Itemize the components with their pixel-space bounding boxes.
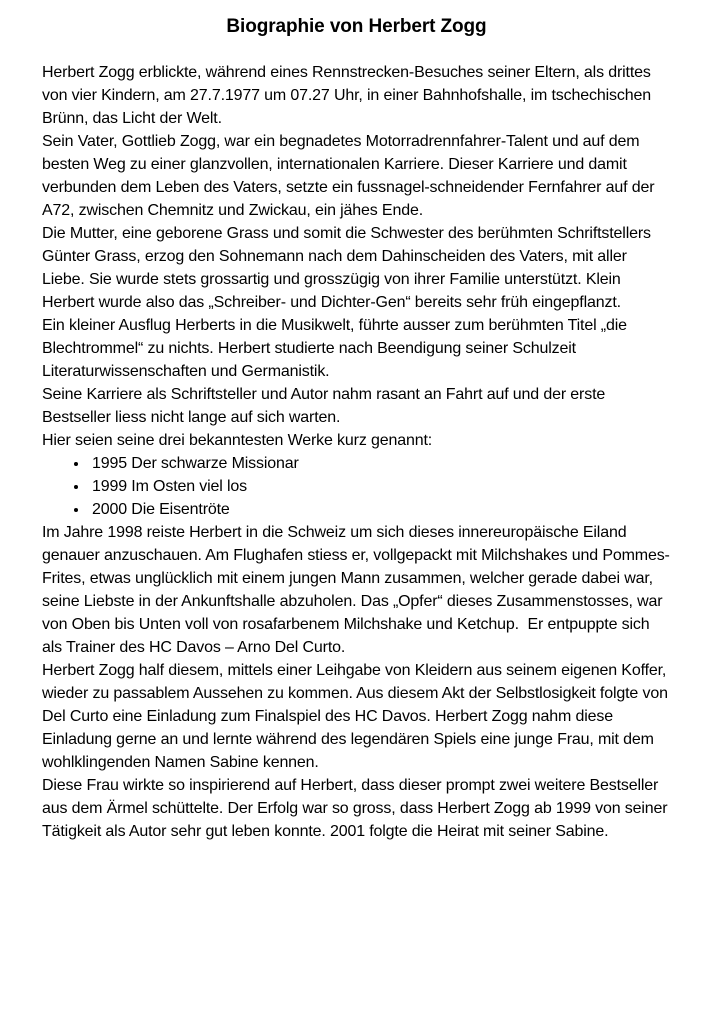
- works-list: [42, 452, 671, 521]
- list-item-work-1995: • 1995 Der schwarze Missionar: [89, 452, 671, 475]
- list-item-work-1999: • 1999 Im Osten viel los: [89, 475, 671, 498]
- paragraph-works-intro: Hier seien seine drei bekanntesten Werke kurz genannt:: [42, 432, 433, 449]
- paragraph-birth: Herbert Zogg erblickte, während eines Rennstrecken-Besuches seiner Eltern, als drittes von vier Kindern, am 27.7.1977 um 07.27 Uhr, in einer Bahnhofshalle, im tschechischen Brünn, das Licht der Welt.: [42, 64, 656, 127]
- paragraph-sabine: Diese Frau wirkte so inspirierend auf Herbert, dass dieser prompt zwei weitere Bestseller aus dem Ärmel schüttelte. Der Erfolg war so gross, dass Herbert Zogg ab 1999 von seiner Tätigkeit als Autor sehr gut leben konnte. 2001 folgte die Heirat mit seiner Sabine.: [42, 777, 672, 840]
- paragraph-switzerland-trip: Im Jahre 1998 reiste Herbert in die Schweiz um sich dieses innereuropäische Eiland genauer anzuschauen. Am Flughafen stiess er, vollgepackt mit Milchshakes und Pommes-Frites, etwas unglücklich mit einem jungen Mann zusammen, welcher gerade dabei war, seine Liebste in der Ankunftshalle abzuholen. Das „Opfer“ dieses Zusammenstosses, war von Oben bis Unten voll von rosafarbenem Milchshake und Ketchup. Er entpuppte sich als Trainer des HC Davos – Arno Del Curto.: [42, 524, 670, 656]
- paragraph-career: Seine Karriere als Schriftsteller und Autor nahm rasant an Fahrt auf und der erste Bestseller liess nicht lange auf sich warten.: [42, 386, 610, 426]
- list-item-work-2000: • 2000 Die Eisentröte: [89, 498, 671, 521]
- paragraph-music-studies: Ein kleiner Ausflug Herberts in die Musikwelt, führte ausser zum berühmten Titel „die Blechtrommel“ zu nichts. Herbert studierte nach Beendigung seiner Schulzeit Literaturwissenschaften und Germanistik.: [42, 317, 632, 380]
- document-page: [0, 14, 709, 1034]
- paragraph-mother: Die Mutter, eine geborene Grass und somit die Schwester des berühmten Schriftstellers Günter Grass, erzog den Sohnemann nach dem Dahinscheiden des Vaters, mit aller Liebe. Sie wurde stets grossartig und grosszügig von ihrer Familie unterstützt. Klein Herbert wurde also das „Schreiber- und Dichter-Gen“ bereits sehr früh eingepflanzt.: [42, 225, 656, 311]
- paragraph-father: Sein Vater, Gottlieb Zogg, war ein begnadetes Motorradrennfahrer-Talent und auf dem besten Weg zu einer glanzvollen, internationalen Karriere. Dieser Karriere und damit verbunden dem Leben des Vaters, setzte ein fussnagel-schneidender Fernfahrer auf der A72, zwischen Chemnitz und Zwickau, ein jähes Ende.: [42, 133, 658, 219]
- paragraph-del-curto: Herbert Zogg half diesem, mittels einer Leihgabe von Kleidern aus seinem eigenen Koffer, wieder zu passablem Aussehen zu kommen. Aus diesem Akt der Selbstlosigkeit folgte von Del Curto eine Einladung zum Finalspiel des HC Davos. Herbert Zogg nahm diese Einladung gerne an und lernte während des legendären Spiels eine junge Frau, mit dem wohlklingenden Namen Sabine kennen.: [42, 662, 673, 771]
- page-title: Biographie von Herbert Zogg: [226, 16, 487, 37]
